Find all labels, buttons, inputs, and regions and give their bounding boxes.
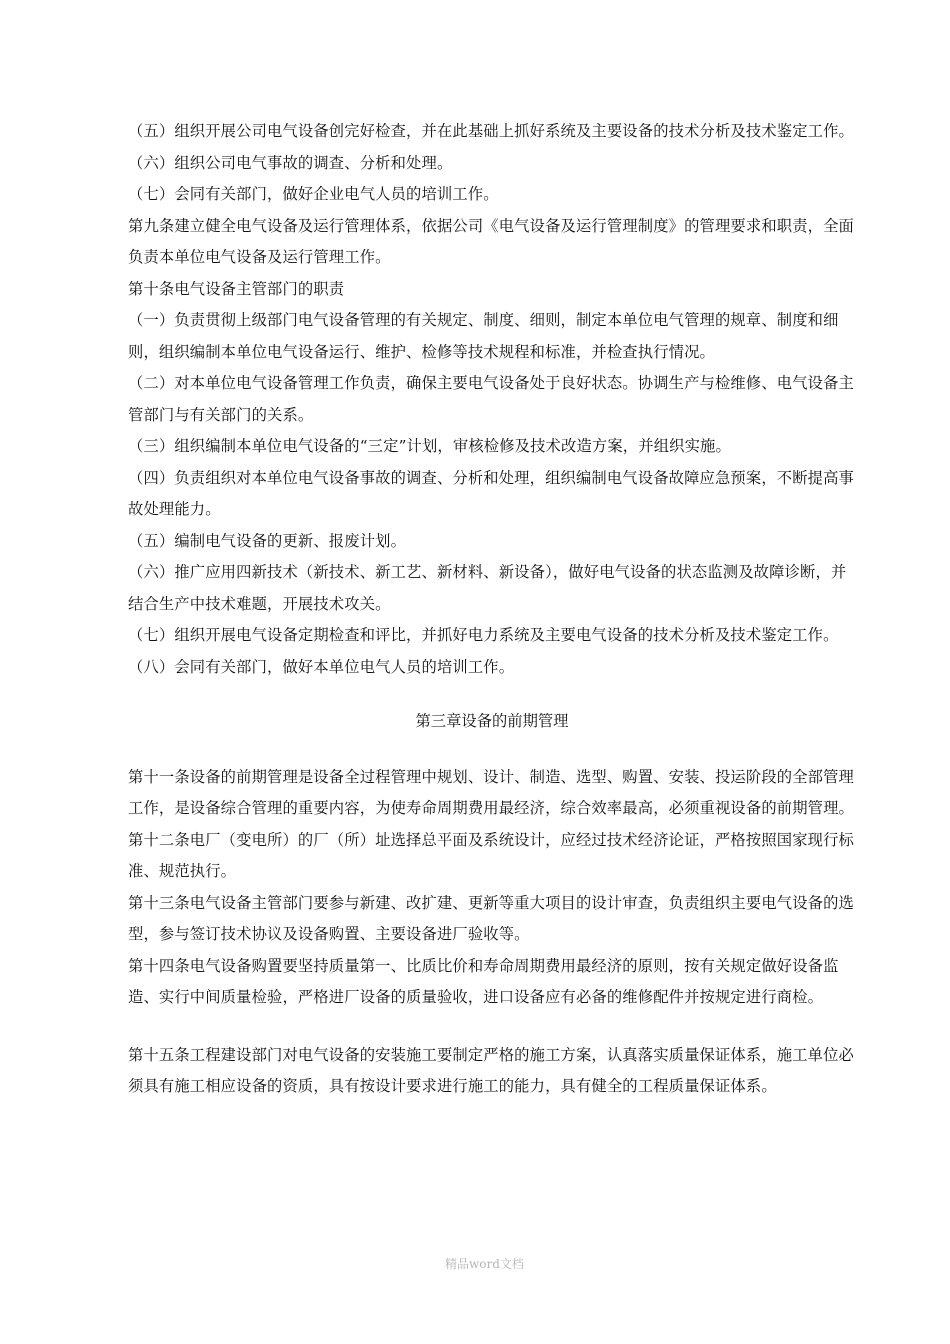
paragraph: 第十一条设备的前期管理是设备全过程管理中规划、设计、制造、选型、购置、安装、投运阶段的全部管理工作，是设备综合管理的重要内容，为使寿命周期费用最经济，综合效率最高，必须重视设备的前期管理。 bbox=[128, 767, 855, 817]
paragraph: （四）负责组织对本单位电气设备事故的调查、分析和处理，组织编制电气设备故障应急预案，不断提高事故处理能力。 bbox=[128, 468, 855, 518]
paragraph: （三）组织编制本单位电气设备的“三定”计划，审核检修及技术改造方案，并组织实施。 bbox=[128, 437, 731, 455]
paragraph: （五）编制电气设备的更新、报废计划。 bbox=[128, 531, 407, 550]
document-body bbox=[128, 116, 856, 1103]
chapter-title: 第三章设备的前期管理 bbox=[415, 712, 569, 730]
paragraph: （七）会同有关部门，做好企业电气人员的培训工作。 bbox=[128, 185, 499, 203]
paragraph: （二）对本单位电气设备管理工作负责，确保主要电气设备处于良好状态。协调生产与检维修、电气设备主管部门与有关部门的关系。 bbox=[128, 374, 855, 424]
paragraph: （八）会同有关部门，做好本单位电气人员的培训工作。 bbox=[128, 657, 515, 676]
paragraph: （一）负责贯彻上级部门电气设备管理的有关规定、制度、细则，制定本单位电气管理的规章、制度和细则，组织编制本单位电气设备运行、维护、检修等技术规程和标准，并检查执行情况。 bbox=[128, 311, 839, 361]
paragraph: （六）组织公司电气事故的调查、分析和处理。 bbox=[128, 153, 453, 172]
section-heading: 第十条电气设备主管部门的职责 bbox=[128, 279, 345, 298]
footer-watermark: 精品word文档 bbox=[445, 1257, 524, 1271]
paragraph: （五）组织开展公司电气设备创完好检查，并在此基础上抓好系统及主要设备的技术分析及技术鉴定工作。 bbox=[128, 122, 855, 140]
paragraph: 第十四条电气设备购置要坚持质量第一、比质比价和寿命周期费用最经济的原则，按有关规定做好设备监造、实行中间质量检验，严格进厂设备的质量验收，进口设备应有必备的维修配件并按规定进行商检。 bbox=[128, 956, 839, 1006]
paragraph: 第十二条电厂（变电所）的厂（所）址选择总平面及系统设计，应经过技术经济论证，严格按照国家现行标准、规范执行。 bbox=[128, 830, 855, 880]
paragraph: 第十三条电气设备主管部门要参与新建、改扩建、更新等重大项目的设计审查，负责组织主要电气设备的选型，参与签订技术协议及设备购置、主要设备进厂验收等。 bbox=[128, 893, 855, 943]
paragraph: 第十五条工程建设部门对电气设备的安装施工要制定严格的施工方案，认真落实质量保证体系，施工单位必须具有施工相应设备的资质，具有按设计要求进行施工的能力，具有健全的工程质量保证体系。 bbox=[128, 1045, 855, 1095]
paragraph: 第九条建立健全电气设备及运行管理体系，依据公司《电气设备及运行管理制度》的管理要求和职责，全面负责本单位电气设备及运行管理工作。 bbox=[128, 216, 855, 266]
paragraph: （六）推广应用四新技术（新技术、新工艺、新材料、新设备），做好电气设备的状态监测及故障诊断，并结合生产中技术难题，开展技术攻关。 bbox=[128, 563, 847, 613]
paragraph: （七）组织开展电气设备定期检查和评比，并抓好电力系统及主要电气设备的技术分析及技术鉴定工作。 bbox=[128, 626, 839, 644]
